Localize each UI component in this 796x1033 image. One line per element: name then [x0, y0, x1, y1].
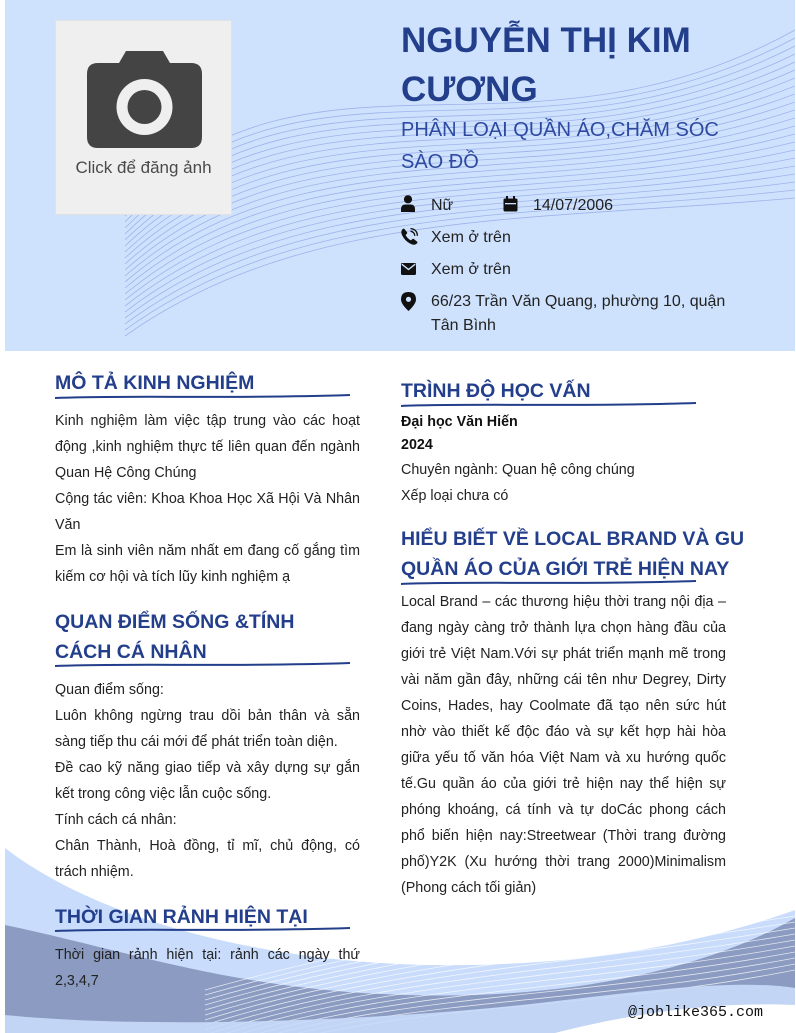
local-brand-title-line2: QUẦN ÁO CỦA GIỚI TRẺ HIỆN NAY: [401, 558, 730, 580]
phone-icon: [401, 228, 418, 245]
free-time-text: Thời gian rảnh hiện tại: rảnh các ngày thứ 2,3,4,7: [55, 947, 360, 989]
job-title: PHÂN LOẠI QUẦN ÁO,CHĂM SÓC SÀO ĐỒ: [401, 119, 719, 173]
experience-paragraph-2: Cộng tác viên: Khoa Khoa Học Xã Hội Và Nhân Văn: [55, 491, 360, 533]
personality-title-underline: [55, 661, 350, 669]
photo-upload[interactable]: [55, 20, 232, 215]
personality-paragraph-5: Chân Thành, Hoà đồng, tỉ mĩ, chủ động, có trách nhiệm.: [55, 838, 360, 880]
experience-paragraph-3: Em là sinh viên năm nhất em đang cố gắng tìm kiếm cơ hội và tích lũy kinh nghiệm ạ: [55, 543, 360, 585]
photo-upload-label: Click để đăng ảnh: [75, 158, 212, 177]
local-brand-title-line1: HIỂU BIẾT VỀ LOCAL BRAND VÀ GU: [401, 528, 745, 550]
education-major: Chuyên ngành: Quan hệ công chúng: [401, 462, 635, 478]
free-time-title: THỜI GIAN RẢNH HIỆN TẠI: [55, 906, 308, 928]
local-brand-text: Local Brand – các thương hiệu thời trang nội địa – đang ngày càng trở thành lựa chọn hàng đầu của giới trẻ Việt Nam.Với sự phát triển mạnh mẽ trong vài năm gần đây, những cái tên như Degrey, Dirty Coins, Hades, hay Coolmate đã tạo nên sức hút nhờ vào thiết kế độc đáo và sự kết hợp hài hòa giữa yếu tố văn hóa Việt Nam và xu hướng quốc tế.Gu quần áo của giới trẻ hiện nay thể hiện sự phóng khoáng, cá tính và tự doCác phong cách phổ biến hiện nay:Streetwear (Thời trang đường phố)Y2K (Xu hướng thời trang 2000)Minimalism (Phong cách tối giản): [401, 594, 726, 896]
email-value: Xem ở trên: [431, 261, 511, 278]
education-title-underline: [401, 401, 696, 409]
experience-title: MÔ TẢ KINH NGHIỆM: [55, 372, 255, 394]
local-brand-title-underline: [401, 579, 696, 587]
experience-title-underline: [55, 393, 350, 401]
personality-title-line1: QUAN ĐIỂM SỐNG &TÍNH: [55, 611, 295, 633]
envelope-icon: [401, 263, 416, 275]
experience-paragraph-1: Kinh nghiệm làm việc tập trung vào các hoạt động ,kinh nghiệm thực tế liên quan đến ngành Quan Hệ Công Chúng: [55, 413, 360, 481]
education-year: 2024: [401, 437, 433, 453]
education-title: TRÌNH ĐỘ HỌC VẤN: [401, 380, 591, 402]
candidate-name: NGUYỄN THỊ KIM CƯƠNG: [401, 21, 691, 109]
education-grade: Xếp loại chưa có: [401, 488, 509, 504]
calendar-icon: [503, 196, 518, 212]
personality-title-line2: CÁCH CÁ NHÂN: [55, 641, 207, 663]
gender-value: Nữ: [431, 197, 454, 214]
location-pin-icon: [401, 292, 416, 311]
phone-value: Xem ở trên: [431, 229, 511, 246]
personality-paragraph-1: Quan điểm sống:: [55, 682, 164, 698]
address-value: 66/23 Trần Văn Quang, phường 10, quận Tân Bình: [431, 293, 726, 334]
watermark: @joblike365.com: [628, 1004, 764, 1021]
personality-paragraph-4: Tính cách cá nhân:: [55, 812, 177, 828]
personality-paragraph-2: Luôn không ngừng trau dồi bản thân và sẵn sàng tiếp thu cái mới để phát triển toàn diện.: [55, 708, 360, 750]
person-icon: [401, 195, 415, 212]
camera-icon: [86, 49, 203, 149]
education-school: Đại học Văn Hiến: [401, 414, 518, 430]
personality-paragraph-3: Đề cao kỹ năng giao tiếp và xây dựng sự gắn kết trong công việc lẫn cuộc sống.: [55, 760, 360, 802]
birthday-value: 14/07/2006: [533, 197, 614, 214]
free-time-title-underline: [55, 926, 350, 934]
